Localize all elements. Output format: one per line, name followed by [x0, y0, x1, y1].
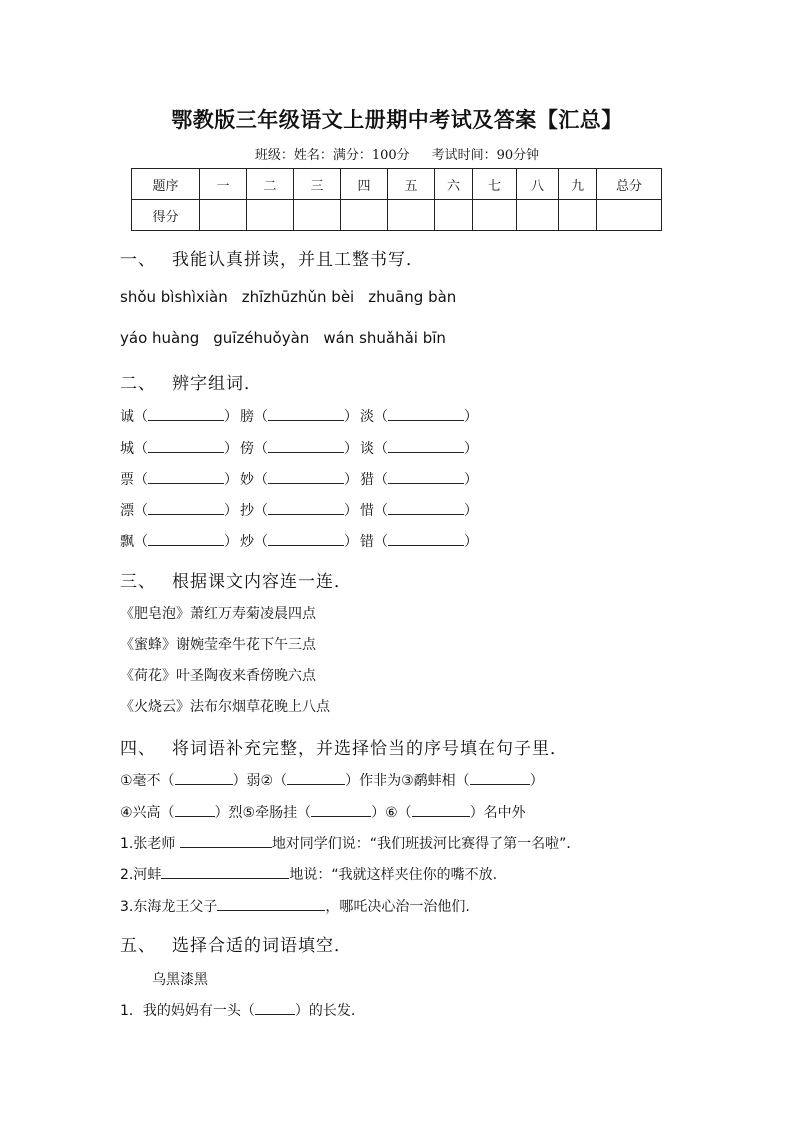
char-label: 谈	[360, 441, 374, 457]
page-title: 鄂教版三年级语文上册期中考试及答案【汇总】	[171, 107, 623, 132]
score-cell[interactable]	[435, 200, 473, 231]
idiom-text: ）作非为③鹬蚌相（	[345, 773, 470, 789]
paren-close: ）	[464, 472, 478, 488]
answer-blank[interactable]	[175, 804, 215, 817]
char-item	[360, 438, 478, 458]
char-label: 抄	[240, 503, 254, 519]
sentence-text: 2.河蚌	[120, 867, 162, 883]
matching-line: 《火烧云》法布尔烟草花晚上八点	[120, 699, 330, 715]
section-title: 我能认真拼读，并且工整书写．	[172, 250, 424, 270]
section-number: 三、	[120, 572, 156, 592]
paren-open: （	[134, 441, 148, 457]
idiom-row-2	[120, 802, 526, 822]
char-label: 淡	[360, 409, 374, 425]
score-cell[interactable]	[559, 200, 597, 231]
char-label: 城	[120, 441, 134, 457]
matching-line: 《荷花》叶圣陶夜来香傍晚六点	[120, 668, 316, 684]
char-label: 傍	[240, 441, 254, 457]
sentence-text: 1．我的妈妈有一头（	[120, 1003, 255, 1019]
class-info: 班级：姓名：满分：100分	[254, 148, 410, 163]
pinyin-word: yáo huàng	[120, 329, 200, 347]
idiom-text: ）⑥（	[371, 805, 412, 821]
char-label: 票	[120, 472, 134, 488]
header-cell: 二	[247, 169, 294, 200]
char-item	[120, 500, 238, 520]
answer-blank[interactable]	[268, 533, 344, 546]
answer-blank[interactable]	[470, 772, 530, 785]
matching-line: 《肥皂泡》萧红万寿菊凌晨四点	[120, 606, 316, 622]
answer-blank[interactable]	[388, 533, 464, 546]
paren-close: ）	[224, 441, 238, 457]
answer-blank[interactable]	[161, 866, 289, 879]
char-item	[360, 406, 478, 426]
header-cell: 总分	[597, 169, 662, 200]
paren-open: （	[374, 441, 388, 457]
score-table-score-row	[132, 200, 662, 231]
section-title: 选择合适的词语填空．	[172, 936, 352, 956]
header-cell: 七	[473, 169, 517, 200]
sentence-3	[120, 896, 470, 916]
char-item	[120, 438, 238, 458]
score-cell[interactable]	[597, 200, 662, 231]
answer-blank[interactable]	[268, 408, 344, 421]
char-label: 炒	[240, 534, 254, 550]
paren-close: ）	[464, 409, 478, 425]
answer-blank[interactable]	[148, 533, 224, 546]
header-cell: 八	[517, 169, 559, 200]
sentence-text: 地说：“我就这样夹住你的嘴不放.	[289, 867, 498, 883]
header-cell: 五	[388, 169, 435, 200]
section-5-heading	[120, 931, 352, 956]
char-label: 诚	[120, 409, 134, 425]
paren-close: ）	[224, 472, 238, 488]
paren-open: （	[374, 503, 388, 519]
sentence-text: ）的长发.	[294, 1003, 356, 1019]
paren-open: （	[254, 503, 268, 519]
paren-close: ）	[224, 534, 238, 550]
idiom-text: ①毫不（	[120, 773, 175, 789]
sentence-1	[120, 833, 580, 853]
answer-blank[interactable]	[217, 898, 325, 911]
header-cell: 九	[559, 169, 597, 200]
row-label: 得分	[132, 200, 200, 231]
pinyin-word: zhuāng bàn	[368, 288, 457, 306]
sentence-text: 1.张老师	[120, 836, 180, 852]
answer-blank[interactable]	[268, 502, 344, 515]
idiom-text: ④兴高（	[120, 805, 175, 821]
char-label: 错	[360, 534, 374, 550]
idiom-text: ）	[529, 773, 544, 789]
char-item	[360, 500, 478, 520]
section-number: 五、	[120, 936, 156, 956]
section-title: 根据课文内容连一连．	[172, 572, 352, 592]
header-cell: 三	[294, 169, 341, 200]
char-label: 妙	[240, 472, 254, 488]
section-number: 二、	[120, 374, 156, 394]
char-label: 惜	[360, 503, 374, 519]
score-cell[interactable]	[341, 200, 388, 231]
paren-close: ）	[344, 409, 358, 425]
idiom-row-1	[120, 770, 544, 790]
paren-open: （	[374, 472, 388, 488]
pinyin-line-2	[120, 329, 460, 347]
answer-blank[interactable]	[148, 502, 224, 515]
answer-blank[interactable]	[287, 772, 345, 785]
answer-blank[interactable]	[388, 502, 464, 515]
section-title: 辨字组词．	[172, 374, 262, 394]
pinyin-word: guīzéhuǒyàn	[213, 329, 310, 347]
section-2-heading	[120, 369, 262, 394]
matching-line: 《蜜蜂》谢婉莹牵牛花下午三点	[120, 637, 316, 653]
paren-close: ）	[344, 534, 358, 550]
section-3-heading	[120, 567, 352, 592]
header-cell: 六	[435, 169, 473, 200]
answer-blank[interactable]	[412, 804, 470, 817]
char-item	[240, 406, 358, 426]
word-choices: 乌黑漆黑	[152, 972, 208, 988]
paren-open: （	[374, 534, 388, 550]
score-cell[interactable]	[473, 200, 517, 231]
pinyin-word: wán shuǎhǎi bīn	[323, 329, 446, 347]
char-label: 飘	[120, 534, 134, 550]
sentence-text: 地对同学们说：“我们班拔河比赛得了第一名啦”．	[271, 836, 581, 852]
section-4-heading	[120, 734, 568, 759]
header-cell: 题序	[132, 169, 200, 200]
score-cell[interactable]	[294, 200, 341, 231]
char-label: 膀	[240, 409, 254, 425]
paren-open: （	[254, 472, 268, 488]
section-number: 四、	[120, 739, 156, 759]
idiom-text: ）弱②（	[232, 773, 288, 789]
score-cell[interactable]	[388, 200, 435, 231]
subtitle	[0, 144, 794, 163]
paren-close: ）	[464, 441, 478, 457]
header-cell: 一	[200, 169, 247, 200]
paren-open: （	[254, 409, 268, 425]
char-label: 猎	[360, 472, 374, 488]
char-item	[360, 469, 478, 489]
answer-blank[interactable]	[148, 440, 224, 453]
score-cell[interactable]	[517, 200, 559, 231]
paren-close: ）	[344, 441, 358, 457]
char-item	[240, 500, 358, 520]
exam-time: 考试时间：90分钟	[431, 148, 540, 163]
answer-blank[interactable]	[311, 804, 371, 817]
section-1-heading	[120, 245, 424, 270]
header-cell: 四	[341, 169, 388, 200]
char-item	[120, 406, 238, 426]
answer-blank[interactable]	[388, 440, 464, 453]
pinyin-word: zhīzhūzhǔn bèi	[241, 288, 355, 306]
paren-open: （	[134, 472, 148, 488]
section-number: 一、	[120, 250, 156, 270]
paren-open: （	[134, 409, 148, 425]
answer-blank[interactable]	[388, 471, 464, 484]
answer-blank[interactable]	[148, 408, 224, 421]
sentence-text: ，哪吒决心治一治他们.	[325, 899, 470, 915]
answer-blank[interactable]	[388, 408, 464, 421]
paren-close: ）	[344, 472, 358, 488]
score-cell[interactable]	[247, 200, 294, 231]
sentence-text: 3.东海龙王父子	[120, 899, 218, 915]
paren-open: （	[374, 409, 388, 425]
pinyin-line-1	[120, 288, 470, 306]
section-title: 将词语补充完整，并选择恰当的序号填在句子里．	[172, 739, 568, 759]
score-table	[131, 168, 662, 231]
answer-blank[interactable]	[255, 1002, 295, 1015]
paren-open: （	[134, 503, 148, 519]
char-item	[120, 469, 238, 489]
paren-open: （	[254, 534, 268, 550]
answer-blank[interactable]	[268, 471, 344, 484]
paren-close: ）	[464, 503, 478, 519]
char-item	[240, 531, 358, 551]
paren-close: ）	[464, 534, 478, 550]
char-item	[240, 438, 358, 458]
paren-open: （	[134, 534, 148, 550]
idiom-text: ）名中外	[469, 805, 526, 821]
paren-open: （	[254, 441, 268, 457]
char-item	[120, 531, 238, 551]
char-item	[360, 531, 478, 551]
fill-question-1	[120, 1000, 355, 1020]
char-item	[240, 469, 358, 489]
char-label: 漂	[120, 503, 134, 519]
answer-blank[interactable]	[175, 772, 233, 785]
answer-blank[interactable]	[268, 440, 344, 453]
paren-close: ）	[224, 409, 238, 425]
score-cell[interactable]	[200, 200, 247, 231]
paren-close: ）	[224, 503, 238, 519]
score-table-header-row	[132, 169, 662, 200]
answer-blank[interactable]	[180, 835, 272, 848]
pinyin-word: shǒu bìshìxiàn	[120, 288, 228, 306]
idiom-text: ）烈⑤牵肠挂（	[214, 805, 312, 821]
answer-blank[interactable]	[148, 471, 224, 484]
paren-close: ）	[344, 503, 358, 519]
sentence-2	[120, 864, 497, 884]
